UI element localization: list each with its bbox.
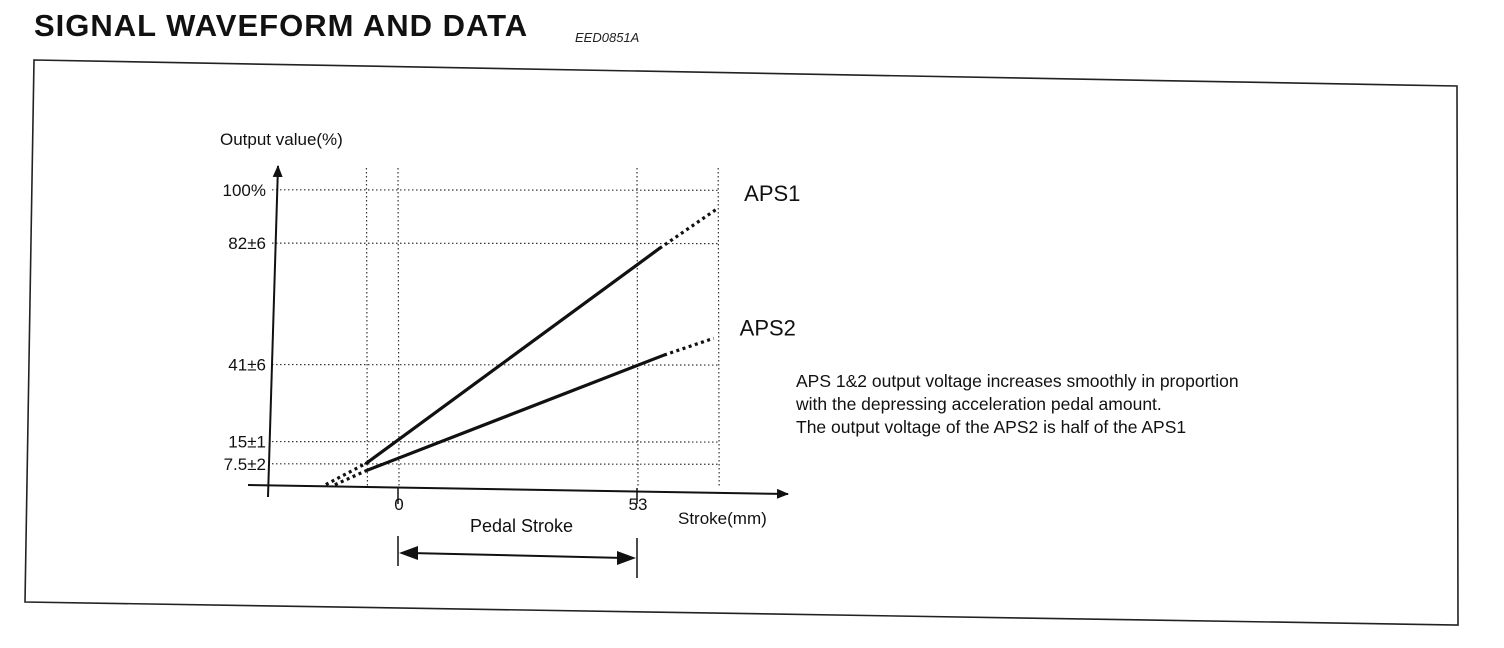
- x-tick-label: 53: [628, 495, 648, 514]
- description-text: [796, 370, 1396, 439]
- description-line-2: with the depressing acceleration pedal amount.: [796, 394, 1162, 414]
- pedal-stroke-annotation: [398, 516, 637, 578]
- description-line-3: The output voltage of the APS2 is half of the APS1: [796, 417, 1187, 437]
- description-line-1: APS 1&2 output voltage increases smoothly in proportion: [796, 371, 1239, 391]
- pedal-stroke-arrowhead-right: [617, 551, 636, 565]
- x-gridline: [637, 168, 638, 486]
- y-tick-label: 82±6: [228, 234, 266, 254]
- pedal-stroke-arrow-line: [410, 553, 625, 558]
- series-label-aps2: APS2: [739, 315, 796, 341]
- y-tick-label: 100%: [222, 180, 266, 200]
- x-gridline: [366, 168, 367, 486]
- y-gridline: [272, 365, 720, 366]
- pedal-stroke-arrowhead-left: [399, 546, 418, 560]
- y-gridline: [272, 243, 720, 244]
- y-tick-label: 41±6: [228, 355, 266, 375]
- reference-grid: [272, 168, 720, 486]
- y-tick-label: 7.5±2: [223, 454, 266, 474]
- aps1-solid-line: [366, 248, 659, 463]
- y-tick-label: 15±1: [228, 432, 266, 452]
- aps1-dotted-extension: [660, 208, 719, 248]
- series-lines: [326, 181, 801, 485]
- y-gridline: [272, 464, 720, 465]
- x-gridline: [718, 168, 719, 486]
- figure-code: EED0851A: [575, 30, 640, 45]
- axis-ticks: [223, 181, 648, 514]
- y-axis-label: Output value(%): [220, 130, 343, 149]
- y-gridline: [272, 190, 720, 191]
- series-label-aps1: APS1: [744, 181, 801, 207]
- x-tick-label: 0: [394, 495, 404, 514]
- x-axis: [248, 485, 788, 494]
- aps2-solid-line: [366, 355, 664, 470]
- y-axis: [268, 166, 278, 497]
- pedal-stroke-label: Pedal Stroke: [469, 516, 574, 536]
- aps2-dotted-extension: [664, 338, 714, 355]
- page-title: SIGNAL WAVEFORM AND DATA: [34, 8, 529, 43]
- x-axis-label: Stroke(mm): [678, 509, 767, 528]
- y-gridline: [272, 442, 720, 443]
